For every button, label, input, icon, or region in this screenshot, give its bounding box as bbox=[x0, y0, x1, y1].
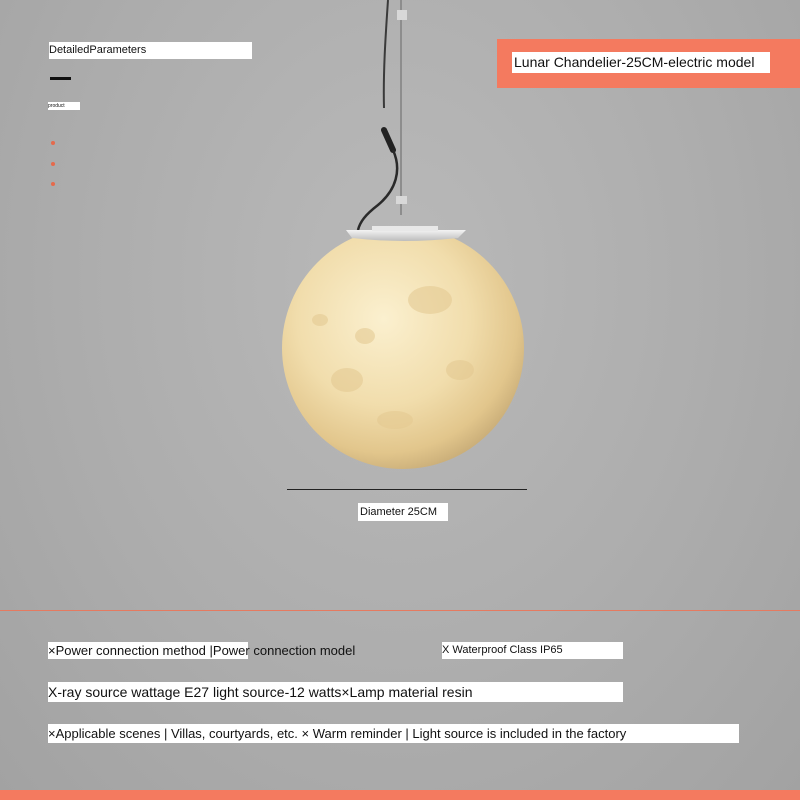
section-title: DetailedParameters bbox=[49, 42, 252, 59]
section-divider bbox=[0, 610, 800, 611]
spec-scenes: ×Applicable scenes | Villas, courtyards, etc. × Warm reminder | Light source is included in the factory bbox=[48, 724, 739, 743]
cable-connector bbox=[384, 130, 393, 150]
bottom-accent-bar bbox=[0, 790, 800, 800]
power-cable bbox=[384, 0, 388, 108]
spec-wattage: X-ray source wattage E27 light source-12 watts×Lamp material resin bbox=[48, 682, 623, 702]
bullet-dot bbox=[51, 182, 55, 186]
spec-power: ×Power connection method |Power connection model bbox=[48, 643, 356, 658]
spec-waterproof: X Waterproof Class IP65 bbox=[442, 642, 623, 659]
moon-globe bbox=[282, 227, 524, 469]
bullet-dot bbox=[51, 162, 55, 166]
product-name: Lunar Chandelier-25CM-electric model bbox=[512, 52, 770, 73]
product-tag: product bbox=[48, 102, 80, 110]
diameter-measure-line bbox=[287, 489, 527, 490]
bullet-dot bbox=[51, 141, 55, 145]
title-underline bbox=[50, 77, 71, 80]
diameter-label: Diameter 25CM bbox=[358, 503, 448, 521]
wire-clip bbox=[397, 10, 407, 20]
